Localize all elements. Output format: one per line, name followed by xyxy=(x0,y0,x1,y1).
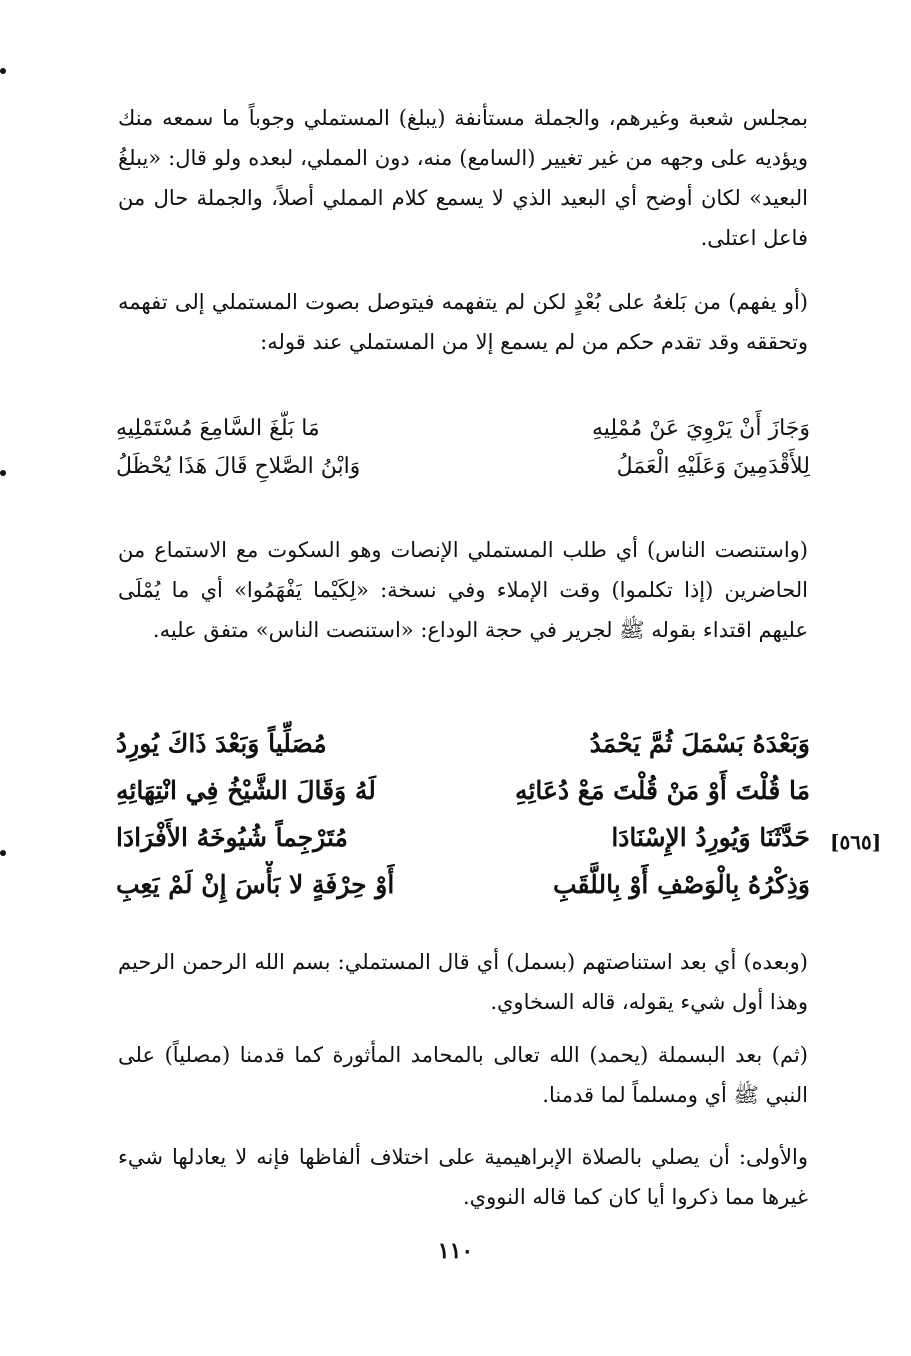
verse-first-hemistich: وَجَازَ أَنْ يَرْوِيَ عَنْ مُمْلِيهِ xyxy=(592,416,810,441)
verse-line xyxy=(116,410,810,448)
verse-line xyxy=(116,448,810,486)
verse-first-hemistich: وَذِكْرُهُ بِالْوَصْفِ أَوْ بِاللَّقَبِ xyxy=(552,870,810,899)
margin-mark xyxy=(0,850,6,856)
verse-second-hemistich: لَهُ وَقَالَ الشَّيْخُ فِي انْتِهَائِهِ xyxy=(116,776,376,805)
paragraph: والأولى: أن يصلي بالصلاة الإبراهيمية على اختلاف ألفاظها فإنه لا يعادلها شيء غيرها مما ذكروا أيا كان كما قاله النووي. xyxy=(118,1145,808,1209)
verse-second-hemistich: مُتَرْجِماً شُيُوخَهُ الأَفْرَادَا xyxy=(116,823,348,852)
verse-second-hemistich: مَا بَلَّغَ السَّامِعَ مُسْتَمْلِيهِ xyxy=(116,416,320,441)
verse-block-small xyxy=(116,410,810,486)
verse-line xyxy=(116,861,810,908)
margin-mark xyxy=(0,68,6,74)
verse-second-hemistich: مُصَلِّياً وَبَعْدَ ذَاكَ يُورِدُ xyxy=(116,729,327,758)
paragraph: (أو يفهم) من بَلغهُ على بُعْدٍ لكن لم يتفهمه فيتوصل بصوت المستملي إلى تفهمه وتحققه وقد تقدم حكم من لم يسمع إلا من المستملي عند قوله: xyxy=(118,290,808,354)
verse-second-hemistich: أَوْ حِرْفَةٍ لا بَأْسَ إِنْ لَمْ يَعِبِ xyxy=(116,870,395,899)
verse-first-hemistich: حَدَّثَنَا وَيُورِدُ الإِسْنَادَا xyxy=(611,823,810,852)
verse-number: [٥٦٥] xyxy=(830,830,882,854)
verse-line xyxy=(116,720,810,767)
verse-block-main xyxy=(116,720,810,908)
verse-line xyxy=(116,767,810,814)
verse-first-hemistich: وَبَعْدَهُ بَسْمَلَ ثُمَّ يَحْمَدُ xyxy=(589,729,810,758)
paragraph: (ثم) بعد البسملة (يحمد) الله تعالى بالمحامد المأثورة كما قدمنا (مصلياً) على النبي ﷺ أي ومسلماً لما قدمنا. xyxy=(118,1043,808,1107)
paragraph: (وبعده) أي بعد استناصتهم (بسمل) أي قال المستملي: بسم الله الرحمن الرحيم وهذا أول شيء يقوله، قاله السخاوي. xyxy=(118,950,808,1014)
margin-mark xyxy=(0,470,6,476)
verse-first-hemistich: مَا قُلْتَ أَوْ مَنْ قُلْتَ مَعْ دُعَائِهِ xyxy=(515,776,810,805)
paragraph: بمجلس شعبة وغيرهم، والجملة مستأنفة (يبلغ) المستملي وجوباً ما سمعه منك ويؤديه على وجهه من غير تغيير (السامع) منه، دون المملي، لبعده ولو قال: «يبلغُ البعيد» لكان أوضح أي البعيد الذي لا يسمع كلام المملي أصلاً، والجملة حال من فاعل اعتلى. xyxy=(118,106,808,250)
page-number: ١١٠ xyxy=(437,1238,474,1264)
verse-first-hemistich: لِلأَقْدَمِينَ وَعَلَيْهِ الْعَمَلُ xyxy=(616,454,810,479)
verse-line xyxy=(116,814,810,861)
paragraph: (واستنصت الناس) أي طلب المستملي الإنصات وهو السكوت مع الاستماع من الحاضرين (إذا تكلموا) وقت الإملاء وفي نسخة: «لِكَيْما يَفْهَمُوا» أي ما يُمْلَى عليهم اقتداء بقوله ﷺ لجرير في حجة الوداع: «استنصت الناس» متفق عليه. xyxy=(118,538,808,642)
verse-second-hemistich: وَابْنُ الصَّلاحِ قَالَ هَذَا يُحْظَلُ xyxy=(116,454,361,479)
